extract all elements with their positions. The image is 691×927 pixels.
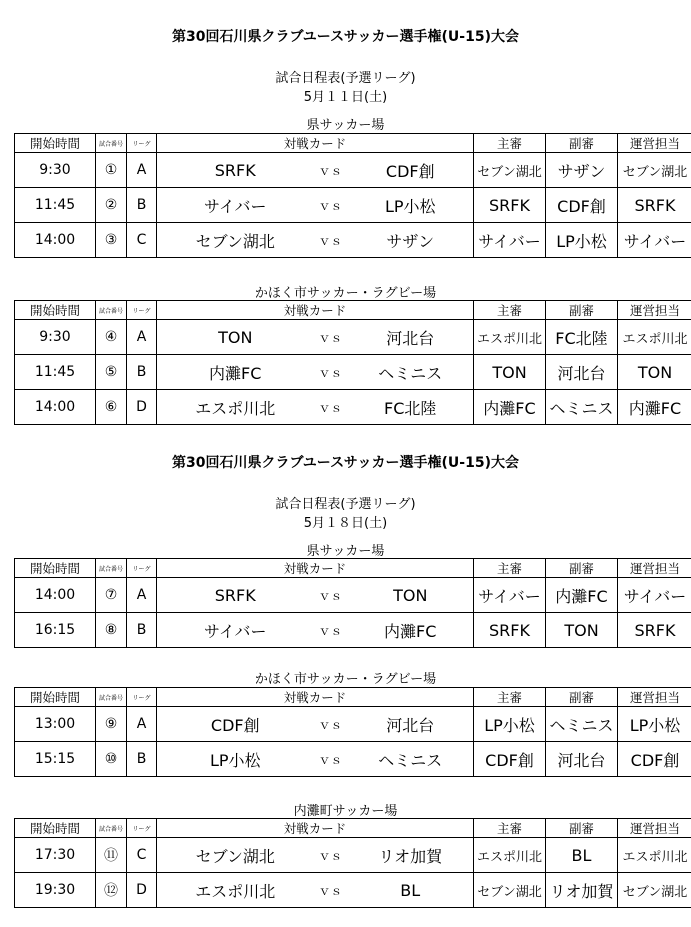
manager: セブン湖北 [618, 873, 691, 908]
away-team: TON [348, 578, 474, 613]
header-referee: 主審 [474, 688, 546, 707]
header-referee: 主審 [474, 559, 546, 578]
home-team: エスポ川北 [157, 873, 314, 908]
league: A [127, 578, 157, 613]
referee: TON [474, 355, 546, 390]
table-header-row [15, 819, 691, 838]
referee: エスポ川北 [474, 320, 546, 355]
manager: サイバー [618, 578, 691, 613]
table-header-row [15, 688, 691, 707]
referee: セブン湖北 [474, 873, 546, 908]
match-date: 5月１１日(土) [303, 90, 388, 105]
header-start-time: 開始時間 [15, 301, 96, 320]
schedule-table [14, 687, 691, 777]
league: A [127, 153, 157, 188]
manager: サイバー [618, 223, 691, 258]
versus: ｖｓ [314, 153, 348, 188]
versus: ｖｓ [314, 223, 348, 258]
match-row [15, 707, 691, 742]
header-match-card: 対戦カード [157, 819, 474, 838]
schedule-table [14, 133, 691, 258]
league: D [127, 390, 157, 425]
table-header-row [15, 134, 691, 153]
assistant-referee: LP小松 [546, 223, 618, 258]
venue-name: かほく市サッカー・ラグビー場 [254, 672, 437, 687]
header-league: リーグ [127, 301, 157, 320]
header-start-time: 開始時間 [15, 134, 96, 153]
away-team: LP小松 [348, 188, 474, 223]
header-match-number: 試合番号 [96, 819, 127, 838]
start-time: 15:15 [15, 742, 96, 777]
home-team: サイバー [157, 188, 314, 223]
match-row [15, 390, 691, 425]
header-match-number: 試合番号 [96, 134, 127, 153]
header-match-card: 対戦カード [157, 134, 474, 153]
header-match-card: 対戦カード [157, 688, 474, 707]
table-header-row [15, 559, 691, 578]
start-time: 14:00 [15, 578, 96, 613]
versus: ｖｓ [314, 188, 348, 223]
header-manager: 運営担当 [618, 819, 691, 838]
manager: SRFK [618, 613, 691, 648]
league: B [127, 188, 157, 223]
referee: セブン湖北 [474, 153, 546, 188]
match-row [15, 223, 691, 258]
away-team: サザン [348, 223, 474, 258]
header-assistant-referee: 副審 [546, 688, 618, 707]
league: B [127, 613, 157, 648]
away-team: リオ加賀 [348, 838, 474, 873]
match-date: 5月１８日(土) [303, 516, 388, 531]
manager: SRFK [618, 188, 691, 223]
assistant-referee: CDF創 [546, 188, 618, 223]
start-time: 11:45 [15, 188, 96, 223]
assistant-referee: サザン [546, 153, 618, 188]
home-team: エスポ川北 [157, 390, 314, 425]
match-row [15, 578, 691, 613]
match-number: ① [96, 153, 127, 188]
referee: LP小松 [474, 707, 546, 742]
manager: TON [618, 355, 691, 390]
versus: ｖｓ [314, 873, 348, 908]
league: A [127, 707, 157, 742]
schedule-subtitle: 試合日程表(予選リーグ) [275, 497, 416, 512]
start-time: 19:30 [15, 873, 96, 908]
home-team: セブン湖北 [157, 838, 314, 873]
header-assistant-referee: 副審 [546, 819, 618, 838]
header-league: リーグ [127, 134, 157, 153]
away-team: ヘミニス [348, 355, 474, 390]
start-time: 9:30 [15, 320, 96, 355]
venue-name: 内灘町サッカー場 [293, 804, 398, 819]
header-match-number: 試合番号 [96, 688, 127, 707]
versus: ｖｓ [314, 838, 348, 873]
match-row [15, 355, 691, 390]
header-match-card: 対戦カード [157, 559, 474, 578]
manager: CDF創 [618, 742, 691, 777]
match-number: ⑦ [96, 578, 127, 613]
header-start-time: 開始時間 [15, 819, 96, 838]
header-assistant-referee: 副審 [546, 559, 618, 578]
start-time: 17:30 [15, 838, 96, 873]
home-team: 内灘FC [157, 355, 314, 390]
referee: エスポ川北 [474, 838, 546, 873]
header-referee: 主審 [474, 819, 546, 838]
manager: エスポ川北 [618, 838, 691, 873]
header-match-number: 試合番号 [96, 301, 127, 320]
assistant-referee: ヘミニス [546, 707, 618, 742]
home-team: セブン湖北 [157, 223, 314, 258]
venue-name: かほく市サッカー・ラグビー場 [254, 286, 437, 301]
away-team: ヘミニス [348, 742, 474, 777]
referee: サイバー [474, 223, 546, 258]
header-referee: 主審 [474, 134, 546, 153]
schedule-table [14, 300, 691, 425]
match-number: ⑩ [96, 742, 127, 777]
venue-name: 県サッカー場 [306, 118, 385, 133]
start-time: 9:30 [15, 153, 96, 188]
schedule-subtitle: 試合日程表(予選リーグ) [275, 71, 416, 86]
referee: サイバー [474, 578, 546, 613]
match-number: ② [96, 188, 127, 223]
versus: ｖｓ [314, 578, 348, 613]
assistant-referee: FC北陸 [546, 320, 618, 355]
home-team: CDF創 [157, 707, 314, 742]
match-number: ⑧ [96, 613, 127, 648]
away-team: BL [348, 873, 474, 908]
header-match-number: 試合番号 [96, 559, 127, 578]
league: C [127, 838, 157, 873]
versus: ｖｓ [314, 613, 348, 648]
venue-name: 県サッカー場 [306, 544, 385, 559]
away-team: 河北台 [348, 707, 474, 742]
referee: SRFK [474, 613, 546, 648]
versus: ｖｓ [314, 355, 348, 390]
versus: ｖｓ [314, 707, 348, 742]
table-header-row [15, 301, 691, 320]
header-manager: 運営担当 [618, 559, 691, 578]
start-time: 14:00 [15, 223, 96, 258]
match-row [15, 320, 691, 355]
match-row [15, 742, 691, 777]
header-start-time: 開始時間 [15, 559, 96, 578]
manager: LP小松 [618, 707, 691, 742]
assistant-referee: TON [546, 613, 618, 648]
header-league: リーグ [127, 819, 157, 838]
match-row [15, 873, 691, 908]
header-start-time: 開始時間 [15, 688, 96, 707]
home-team: TON [157, 320, 314, 355]
schedule-table [14, 558, 691, 648]
home-team: SRFK [157, 578, 314, 613]
header-league: リーグ [127, 688, 157, 707]
assistant-referee: ヘミニス [546, 390, 618, 425]
away-team: FC北陸 [348, 390, 474, 425]
away-team: 内灘FC [348, 613, 474, 648]
header-match-card: 対戦カード [157, 301, 474, 320]
start-time: 16:15 [15, 613, 96, 648]
assistant-referee: 河北台 [546, 742, 618, 777]
schedule-table [14, 818, 691, 908]
start-time: 14:00 [15, 390, 96, 425]
league: B [127, 742, 157, 777]
tournament-title: 第30回石川県クラブユースサッカー選手権(U-15)大会 [172, 455, 519, 471]
manager: エスポ川北 [618, 320, 691, 355]
away-team: CDF創 [348, 153, 474, 188]
versus: ｖｓ [314, 742, 348, 777]
start-time: 13:00 [15, 707, 96, 742]
header-assistant-referee: 副審 [546, 301, 618, 320]
manager: セブン湖北 [618, 153, 691, 188]
league: C [127, 223, 157, 258]
versus: ｖｓ [314, 390, 348, 425]
assistant-referee: BL [546, 838, 618, 873]
match-number: ⑥ [96, 390, 127, 425]
assistant-referee: リオ加賀 [546, 873, 618, 908]
home-team: サイバー [157, 613, 314, 648]
referee: 内灘FC [474, 390, 546, 425]
away-team: 河北台 [348, 320, 474, 355]
header-manager: 運営担当 [618, 134, 691, 153]
start-time: 11:45 [15, 355, 96, 390]
league: A [127, 320, 157, 355]
assistant-referee: 内灘FC [546, 578, 618, 613]
match-number: ③ [96, 223, 127, 258]
match-number: ⑪ [96, 838, 127, 873]
referee: CDF創 [474, 742, 546, 777]
assistant-referee: 河北台 [546, 355, 618, 390]
header-manager: 運営担当 [618, 688, 691, 707]
manager: 内灘FC [618, 390, 691, 425]
match-number: ⑨ [96, 707, 127, 742]
referee: SRFK [474, 188, 546, 223]
header-league: リーグ [127, 559, 157, 578]
tournament-title: 第30回石川県クラブユースサッカー選手権(U-15)大会 [172, 29, 519, 45]
match-row [15, 613, 691, 648]
match-row [15, 153, 691, 188]
match-number: ⑫ [96, 873, 127, 908]
header-manager: 運営担当 [618, 301, 691, 320]
versus: ｖｓ [314, 320, 348, 355]
match-number: ④ [96, 320, 127, 355]
header-assistant-referee: 副審 [546, 134, 618, 153]
league: B [127, 355, 157, 390]
match-row [15, 188, 691, 223]
home-team: SRFK [157, 153, 314, 188]
match-number: ⑤ [96, 355, 127, 390]
home-team: LP小松 [157, 742, 314, 777]
match-row [15, 838, 691, 873]
league: D [127, 873, 157, 908]
header-referee: 主審 [474, 301, 546, 320]
